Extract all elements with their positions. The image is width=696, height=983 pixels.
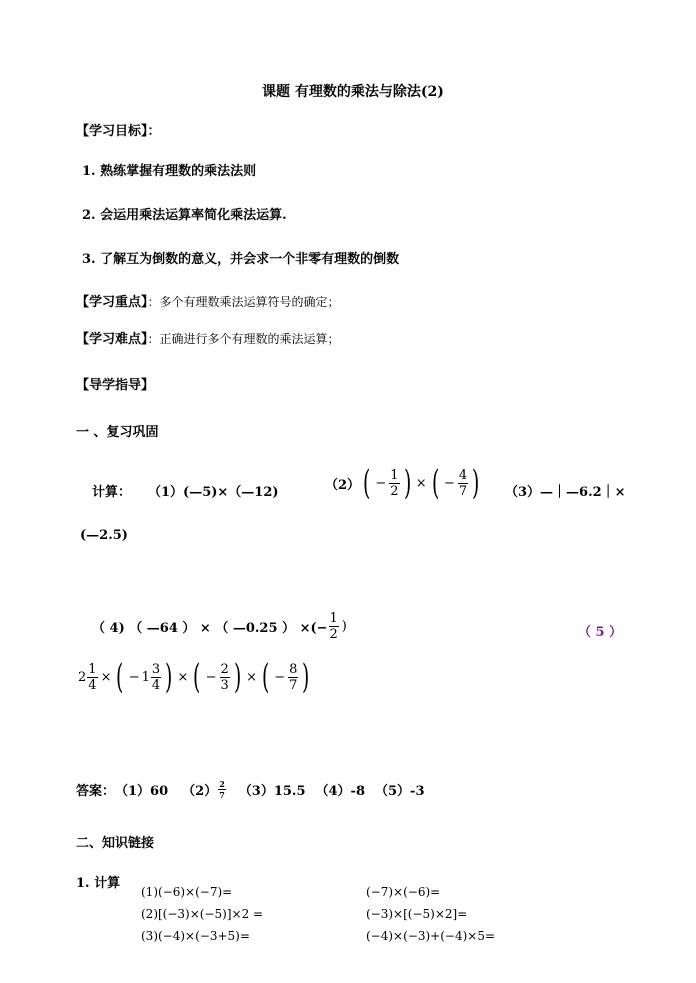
paren-left: (	[261, 657, 270, 697]
times-sign: ×	[177, 669, 189, 685]
minus-sign: −	[128, 669, 140, 685]
paren-right: )	[472, 463, 480, 503]
section2-sub: 1. 计算	[76, 876, 121, 891]
exercise-3b: (−4)×(−3)+(−4)×5=	[366, 929, 496, 943]
paren-left: (	[363, 463, 371, 503]
objective-item-3: 3. 了解互为倒数的意义，并会求一个非零有理数的倒数	[82, 252, 400, 267]
section2-title: 二、知识链接	[76, 836, 155, 851]
problem-5-label: （ 5 ）	[578, 625, 623, 640]
exercise-1b: (−7)×(−6)=	[366, 885, 441, 899]
mixed-number: 2 $\frac{1}{4}$	[78, 661, 97, 693]
exercise-3a: (3)(−4)×(−3+5)=	[141, 929, 250, 943]
times-sign: ×	[246, 669, 257, 685]
fraction: $\frac{2}{3}$	[220, 661, 229, 693]
minus-sign: −	[274, 669, 286, 685]
difficulty-label: 【学习难点】	[76, 332, 148, 347]
page-title: 课题 有理数的乘法与除法(2)	[262, 84, 444, 100]
fraction: $\frac{1}{2}$	[329, 611, 338, 642]
fraction: $\frac{1}{2}$	[390, 467, 399, 499]
problem-2	[325, 463, 482, 503]
fraction: $\frac{4}{7}$	[458, 467, 468, 499]
difficulty-text: ：正确进行多个有理数的乘法运算；	[147, 332, 340, 346]
guide-header: 【导学指导】	[76, 378, 155, 393]
paren-right: )	[403, 463, 411, 503]
exercise-1a: (1)(−6)×(−7)=	[141, 885, 233, 899]
answer-3: （3）15.5	[238, 784, 306, 799]
exercise-2b: (−3)×[(−5)×2]=	[366, 907, 468, 921]
section1-title: 一 、复习巩固	[76, 425, 159, 440]
minus-sign: −	[375, 475, 387, 491]
mixed-number: 1 $\frac{3}{4}$	[141, 661, 161, 693]
problem-5	[78, 657, 313, 697]
paren-right: )	[233, 657, 242, 697]
paren-left: (	[431, 463, 439, 503]
problem-2-label: （2）	[325, 477, 361, 493]
problem-4	[92, 612, 349, 641]
objectives-header: 【学习目标】：	[76, 124, 161, 139]
answers-row	[76, 780, 425, 799]
calc-label: 计算：	[92, 485, 132, 500]
problem-3: （3）—｜—6.2｜×	[505, 485, 626, 500]
times-sign: ×	[100, 669, 112, 685]
minus-sign: −	[205, 669, 217, 685]
problem-3-continued: (—2.5)	[80, 528, 128, 543]
answer-4: （4）-8	[315, 784, 365, 799]
difficulty-row	[76, 328, 340, 347]
problem-1: （1）(—5)×（—12)	[148, 485, 279, 500]
minus-sign: −	[443, 475, 455, 491]
exercise-2a: (2)[(−3)×(−5)]×2 =	[141, 907, 264, 921]
key-point-row	[76, 291, 340, 310]
paren-left: (	[193, 657, 201, 697]
times-sign: ×	[415, 475, 427, 491]
paren-right: )	[165, 657, 173, 697]
problem-4-text: （ 4) （ —64 ） × （ —0.25 ） ×(−	[92, 621, 328, 636]
paren-left: (	[116, 657, 124, 697]
objective-item-1: 1. 熟练掌握有理数的乘法法则	[82, 164, 257, 179]
answer-2-fraction: $\frac{2}{7}$	[219, 779, 225, 800]
answer-2: （2）	[182, 784, 218, 799]
paren-right: )	[302, 657, 310, 697]
answers-label: 答案：	[76, 784, 116, 799]
answer-5: （5）-3	[375, 784, 425, 799]
objective-item-2: 2. 会运用乘法运算率简化乘法运算.	[82, 208, 287, 223]
key-point-text: ：多个有理数乘法运算符号的确定；	[147, 295, 340, 309]
fraction: $\frac{8}{7}$	[289, 661, 298, 693]
key-point-label: 【学习重点】	[76, 295, 148, 310]
answer-1: （1）60	[115, 784, 169, 799]
paren-right: )	[341, 619, 347, 634]
